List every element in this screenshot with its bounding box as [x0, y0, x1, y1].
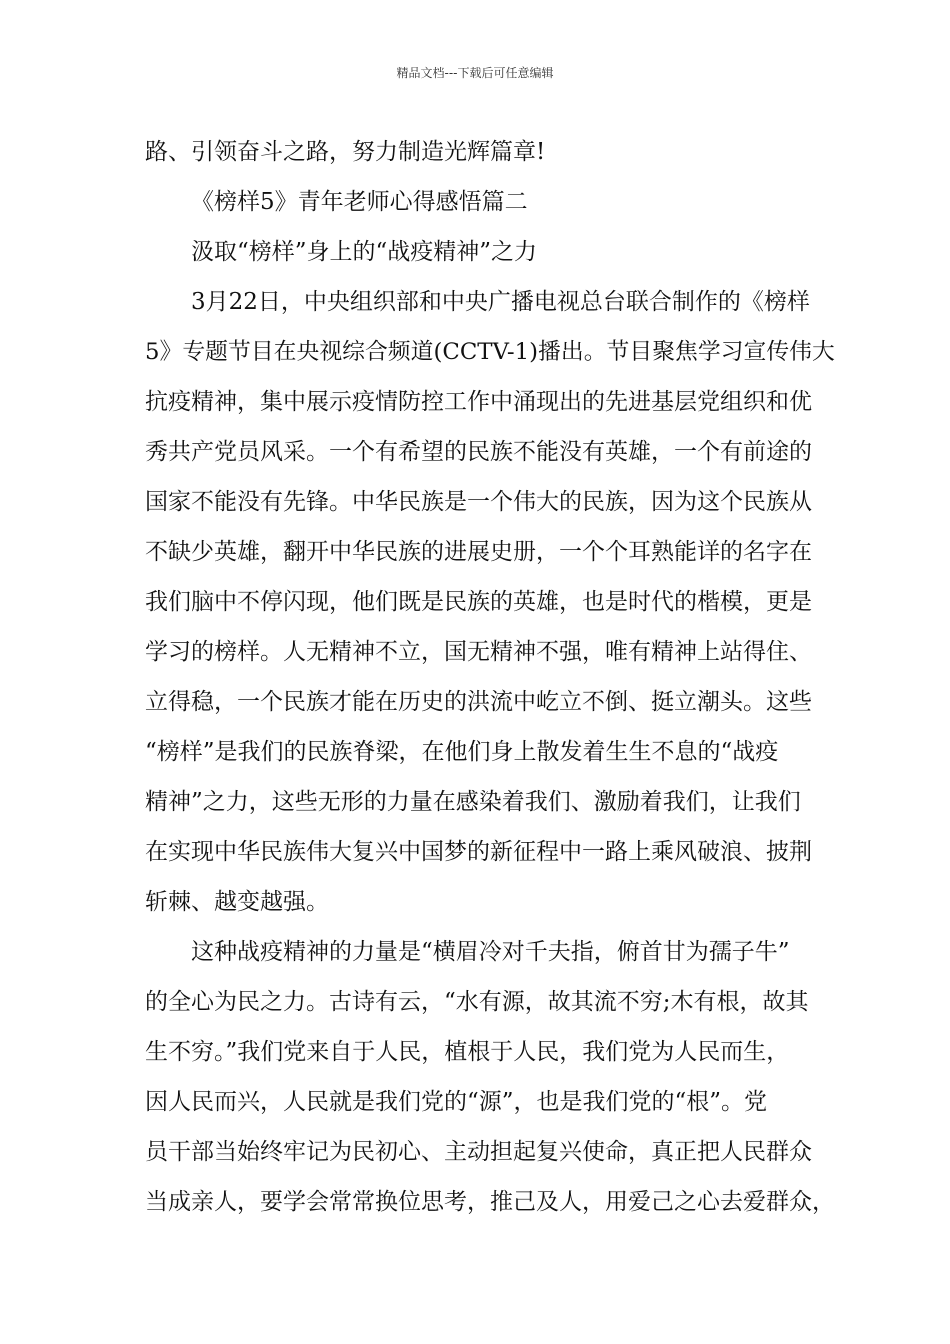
text-line: 这种战疫精神的力量是“横眉冷对千夫指，俯首甘为孺子牛”	[191, 939, 790, 965]
text-line: 的全心为民之力。古诗有云，“水有源，故其流不穷;木有根，故其	[145, 989, 809, 1015]
text-line: 立得稳，一个民族才能在历史的洪流中屹立不倒、挺立潮头。这些	[145, 689, 812, 715]
text-line: 员干部当始终牢记为民初心、主动担起复兴使命，真正把人民群众	[145, 1139, 812, 1165]
text-line: 斩棘、越变越强。	[145, 889, 329, 915]
text-line: 不缺少英雄，翻开中华民族的进展史册，一个个耳熟能详的名字在	[145, 539, 812, 565]
text-line: “榜样”是我们的民族脊梁，在他们身上散发着生生不息的“战疫	[145, 739, 779, 765]
text-line: 当成亲人，要学会常常换位思考，推己及人，用爱己之心去爱群众，	[145, 1189, 835, 1215]
article-title: 汲取“榜样”身上的“战疫精神”之力	[191, 239, 538, 265]
text-line: 因人民而兴，人民就是我们党的“源”，也是我们党的“根”。党	[145, 1089, 768, 1115]
text-line: 3月22日，中央组织部和中央广播电视总台联合制作的《榜样	[191, 289, 810, 315]
text-line: 抗疫精神，集中展示疫情防控工作中涌现出的先进基层党组织和优	[145, 389, 812, 415]
text-line: 路、引领奋斗之路，努力制造光辉篇章!	[145, 139, 546, 165]
text-line: 在实现中华民族伟大复兴中国梦的新征程中一路上乘风破浪、披荆	[145, 839, 812, 865]
text-line: 我们脑中不停闪现，他们既是民族的英雄，也是时代的楷模，更是	[145, 589, 812, 615]
page-header: 精品文档---下载后可任意编辑	[396, 66, 554, 80]
text-line: 学习的榜样。人无精神不立，国无精神不强，唯有精神上站得住、	[145, 639, 812, 665]
text-line: 精神”之力，这些无形的力量在感染着我们、激励着我们，让我们	[145, 789, 801, 815]
text-line: 秀共产党员风采。一个有希望的民族不能没有英雄，一个有前途的	[145, 439, 812, 465]
section-title: 《榜样5》青年老师心得感悟篇二	[191, 189, 528, 215]
text-line: 生不穷。”我们党来自于人民，植根于人民，我们党为人民而生，	[145, 1039, 790, 1065]
text-line: 5》专题节目在央视综合频道(CCTV-1)播出。节目聚焦学习宣传伟大	[145, 339, 835, 365]
text-line: 国家不能没有先锋。中华民族是一个伟大的民族，因为这个民族从	[145, 489, 812, 515]
